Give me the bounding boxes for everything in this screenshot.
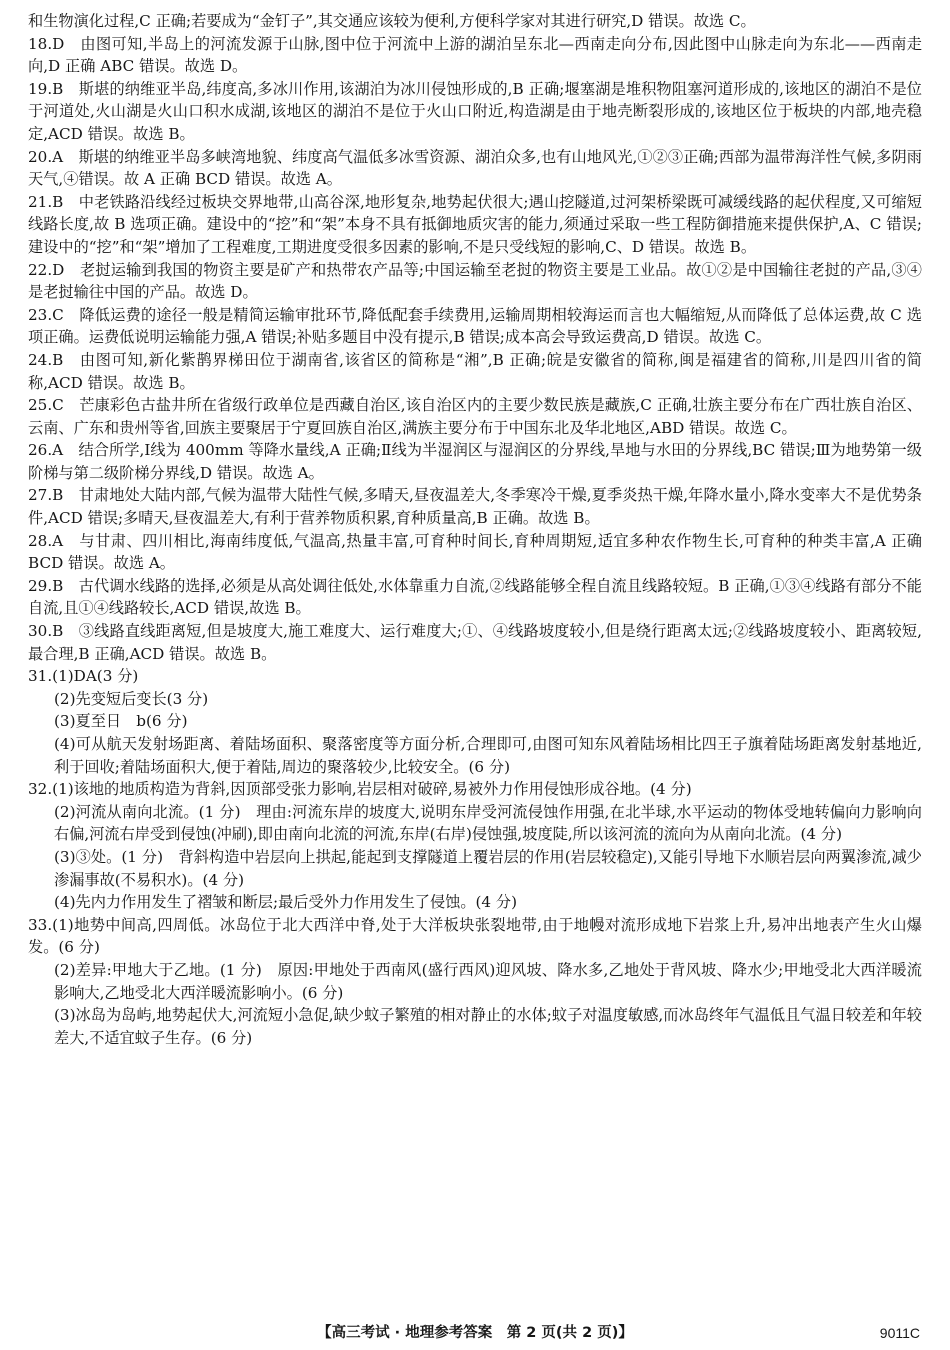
page-footer xyxy=(0,1321,950,1345)
answer-23: 23.C 降低运费的途径一般是精简运输审批环节,降低配套手续费用,运输周期相较海运而言也大幅缩短,从而降低了总体运费,故 C 选项正确。运费低说明运输能力强,A 错误;补贴多题目中没有提示,B 错误;成本高会导致运费高,D 错误。故选 C。 xyxy=(28,305,922,347)
footer-title: 【高三考试 · 地理参考答案 第 2 页(共 2 页)】 xyxy=(317,1325,633,1341)
answer-31-3: (3)夏至日 b(6 分) xyxy=(54,712,188,731)
answer-19: 19.B 斯堪的纳维亚半岛,纬度高,多冰川作用,该湖泊为冰川侵蚀形成的,B 正确;堰塞湖是堆积物阻塞河道形成的,该地区的湖泊不是位于河道处,火山湖是火山口积水成湖,该地区的湖泊不是位于火山口附近,构造湖是由于地壳断裂形成的,该地区位于板块的内部,地壳稳定,ACD 错误。故选 B。 xyxy=(28,79,922,143)
answer-27: 27.B 甘肃地处大陆内部,气候为温带大陆性气候,多晴天,昼夜温差大,冬季寒冷干燥,夏季炎热干燥,年降水量小,降水变率大不是优势条件,ACD 错误;多晴天,昼夜温差大,有利于营养物质积累,育种质量高,B 正确。故选 B。 xyxy=(28,486,922,528)
answer-28: 28.A 与甘肃、四川相比,海南纬度低,气温高,热量丰富,可育种时间长,育种周期短,适宜多种农作物生长,可育种的种类丰富,A 正确 BCD 错误。故选 A。 xyxy=(28,531,922,573)
answer-content xyxy=(28,10,922,1049)
answer-21: 21.B 中老铁路沿线经过板块交界地带,山高谷深,地形复杂,地势起伏很大;遇山挖隧道,过河架桥梁既可减缓线路的起伏程度,又可缩短线路长度,故 B 选项正确。建设中的“挖”和“架”本身不具有抵御地质灾害的能力,须通过采取一些工程防御措施来提供保护,A、C 错误;建设中的“挖”和“架”增加了工程难度,工期进度受很多因素的影响,不是只受线短的影响,C、D 错误。故选 B。 xyxy=(28,192,922,256)
answer-33-2: (2)差异:甲地大于乙地。(1 分) 原因:甲地处于西南风(盛行西风)迎风坡、降水多,乙地处于背风坡、降水少;甲地受北大西洋暖流影响大,乙地受北大西洋暖流影响小。(6 分) xyxy=(54,960,922,1002)
footer-code: 9011C xyxy=(879,1325,920,1341)
answer-30: 30.B ③线路直线距离短,但是坡度大,施工难度大、运行难度大;①、④线路坡度较小,但是绕行距离太远;②线路坡度较小、距离较短,最合理,B 正确,ACD 错误。故选 B。 xyxy=(28,622,922,663)
answer-29: 29.B 古代调水线路的选择,必须是从高处调往低处,水体靠重力自流,②线路能够全程自流且线路较短。B 正确,①③④线路有部分不能自流,且①④线路较长,ACD 错误,故选 B。 xyxy=(28,576,922,618)
answer-31-2: (2)先变短后变长(3 分) xyxy=(54,689,209,708)
answer-32-4: (4)先内力作用发生了褶皱和断层;最后受外力作用发生了侵蚀。(4 分) xyxy=(54,893,518,912)
answer-31-4: (4)可从航天发射场距离、着陆场面积、聚落密度等方面分析,合理即可,由图可知东风着陆场相比四王子旗着陆场距离发射基地近,利于回收;着陆场面积大,便于着陆,周边的聚落较少,比较安全。(6 分) xyxy=(54,735,922,776)
answer-20: 20.A 斯堪的纳维亚半岛多峡湾地貌、纬度高气温低多冰雪资源、湖泊众多,也有山地风光,①②③正确;西部为温带海洋性气候,多阴雨天气,④错误。故 A 正确 BCD 错误。故选 A。 xyxy=(28,147,922,189)
answer-33-3: (3)冰岛为岛屿,地势起伏大,河流短小急促,缺少蚊子繁殖的相对静止的水体;蚊子对温度敏感,而冰岛终年气温低且气温日较差和年较差大,不适宜蚊子生存。(6 分) xyxy=(54,1006,922,1047)
answer-25: 25.C 芒康彩色古盐井所在省级行政单位是西藏自治区,该自治区内的主要少数民族是藏族,C 正确,壮族主要分布在广西壮族自治区、云南、广东和贵州等省,回族主要聚居于宁夏回族自治区,满族主要分布于中国东北及华北地区,ABD 错误。故选 C。 xyxy=(28,396,922,437)
answer-32-3: (3)③处。(1 分) 背斜构造中岩层向上拱起,能起到支撑隧道上覆岩层的作用(岩层较稳定),又能引导地下水顺岩层向两翼渗流,减少渗漏事故(不易积水)。(4 分) xyxy=(54,847,922,889)
answer-24: 24.B 由图可知,新化紫鹊界梯田位于湖南省,该省区的简称是“湘”,B 正确;皖是安徽省的简称,闽是福建省的简称,川是四川省的简称,ACD 错误。故选 B。 xyxy=(28,350,922,392)
answer-31-1: 31.(1)DA(3 分) xyxy=(28,667,139,686)
answer-32-2: (2)河流从南向北流。(1 分) 理由:河流东岸的坡度大,说明东岸受河流侵蚀作用强,在北半球,水平运动的物体受地转偏向力影响向右偏,河流右岸受到侵蚀(冲刷),即由南向北流的河流,东岸(右岸)侵蚀强,坡度陡,所以该河流的流向为从南向北流。(4 分) xyxy=(54,802,922,844)
answer-18: 18.D 由图可知,半岛上的河流发源于山脉,图中位于河流中上游的湖泊呈东北—西南走向分布,因此图中山脉走向为东北——西南走向,D 正确 ABC 错误。故选 D。 xyxy=(28,34,922,76)
answer-22: 22.D 老挝运输到我国的物资主要是矿产和热带农产品等;中国运输至老挝的物资主要是工业品。故①②是中国输往老挝的产品,③④是老挝输往中国的产品。故选 D。 xyxy=(28,260,922,302)
answer-32-1: 32.(1)该地的地质构造为背斜,因顶部受张力影响,岩层相对破碎,易被外力作用侵蚀形成谷地。(4 分) xyxy=(28,780,692,799)
answer-17-continued: 和生物演化过程,C 正确;若要成为“金钉子”,其交通应该较为便利,方便科学家对其进行研究,D 错误。故选 C。 xyxy=(28,12,756,30)
answer-33-1: 33.(1)地势中间高,四周低。冰岛位于北大西洋中脊,处于大洋板块张裂地带,由于地幔对流形成地下岩浆上升,易冲出地表产生火山爆发。(6 分) xyxy=(28,915,922,957)
answer-26: 26.A 结合所学,Ⅰ线为 400mm 等降水量线,A 正确;Ⅱ线为半湿润区与湿润区的分界线,旱地与水田的分界线,BC 错误;Ⅲ为地势第一级阶梯与第二级阶梯分界线,D 错误。故选 A。 xyxy=(28,441,922,482)
